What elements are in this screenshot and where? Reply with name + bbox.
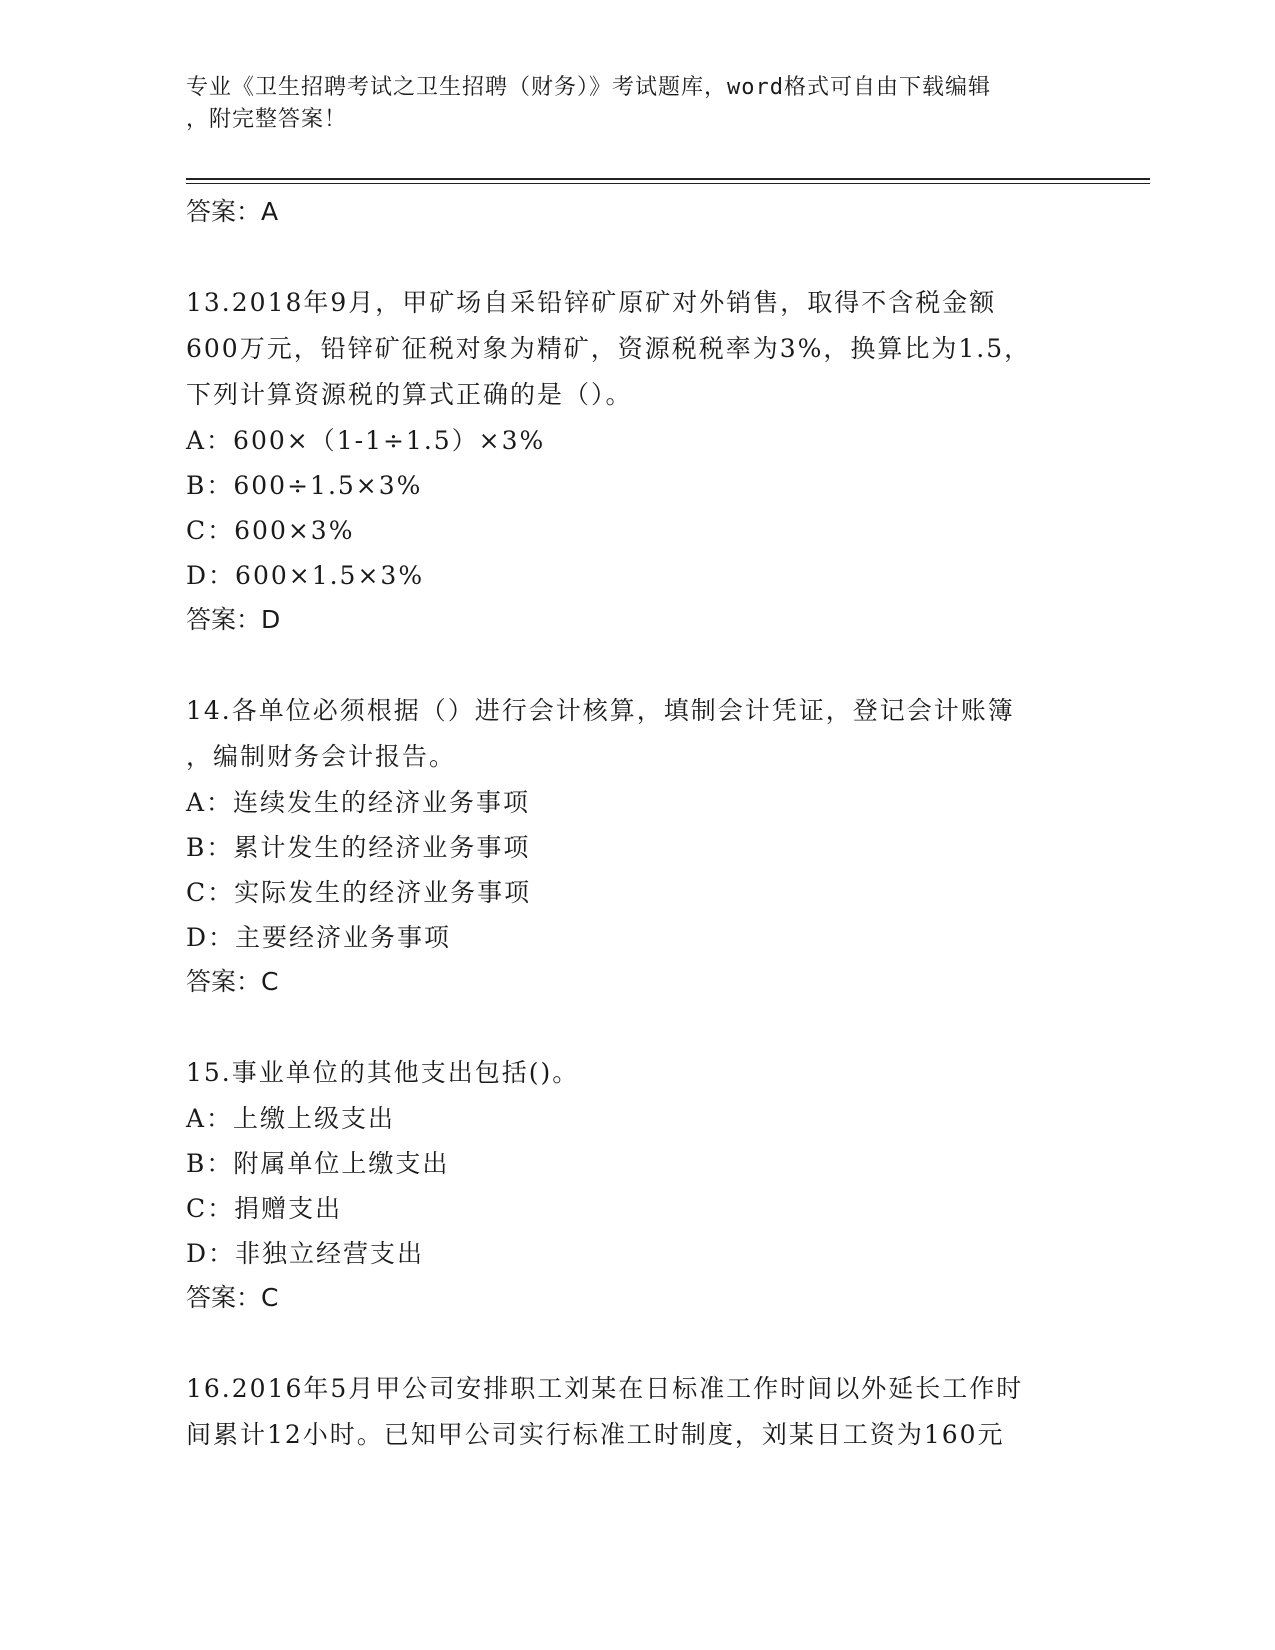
answer-line: 答案：C: [186, 1283, 279, 1312]
option-b: B：600÷1.5×3%: [186, 471, 423, 500]
question-stem-line: 600万元，铅锌矿征税对象为精矿，资源税税率为3%，换算比为1.5，: [186, 334, 1032, 363]
option-b: B：累计发生的经济业务事项: [186, 833, 531, 862]
option-a: A：连续发生的经济业务事项: [186, 788, 531, 817]
option-c: C：实际发生的经济业务事项: [186, 878, 532, 907]
answer-line: 答案：D: [186, 605, 281, 634]
header-divider-thin: [186, 183, 1150, 184]
question-14: [186, 688, 1086, 1004]
question-16: [186, 1366, 1086, 1458]
question-15: [186, 1050, 1086, 1320]
option-c: C：600×3%: [186, 516, 355, 545]
header-line-1: 专业《卫生招聘考试之卫生招聘（财务）》考试题库，word格式可自由下载编辑: [186, 75, 991, 100]
option-c: C：捐赠支出: [186, 1194, 343, 1223]
option-a: A：600×（1-1÷1.5）×3%: [186, 426, 546, 455]
option-d: D：非独立经营支出: [186, 1239, 425, 1268]
answer-line: 答案：C: [186, 967, 279, 996]
page-header: [186, 72, 1066, 136]
question-stem-line: 16.2016年5月甲公司安排职工刘某在日标准工作时间以外延长工作时: [186, 1374, 1024, 1403]
option-b: B：附属单位上缴支出: [186, 1149, 450, 1178]
question-13: [186, 280, 1086, 642]
question-stem-line: 15.事业单位的其他支出包括()。: [186, 1058, 580, 1087]
header-divider: [186, 178, 1150, 180]
question-stem-line: 下列计算资源税的算式正确的是（）。: [186, 380, 633, 409]
question-list: [186, 190, 1086, 1458]
question-stem-line: 13.2018年9月，甲矿场自采铅锌矿原矿对外销售，取得不含税金额: [186, 288, 997, 317]
option-a: A：上缴上级支出: [186, 1104, 396, 1133]
option-d: D：主要经济业务事项: [186, 923, 452, 952]
question-stem-line: ，编制财务会计报告。: [186, 742, 457, 771]
option-d: D：600×1.5×3%: [186, 561, 425, 590]
question-stem-line: 间累计12小时。已知甲公司实行标准工时制度，刘某日工资为160元: [186, 1420, 1005, 1449]
header-line-2: ，附完整答案！: [186, 107, 348, 132]
question-stem-line: 14.各单位必须根据（）进行会计核算，填制会计凭证，登记会计账簿: [186, 696, 1015, 725]
previous-answer: 答案：A: [186, 197, 279, 226]
